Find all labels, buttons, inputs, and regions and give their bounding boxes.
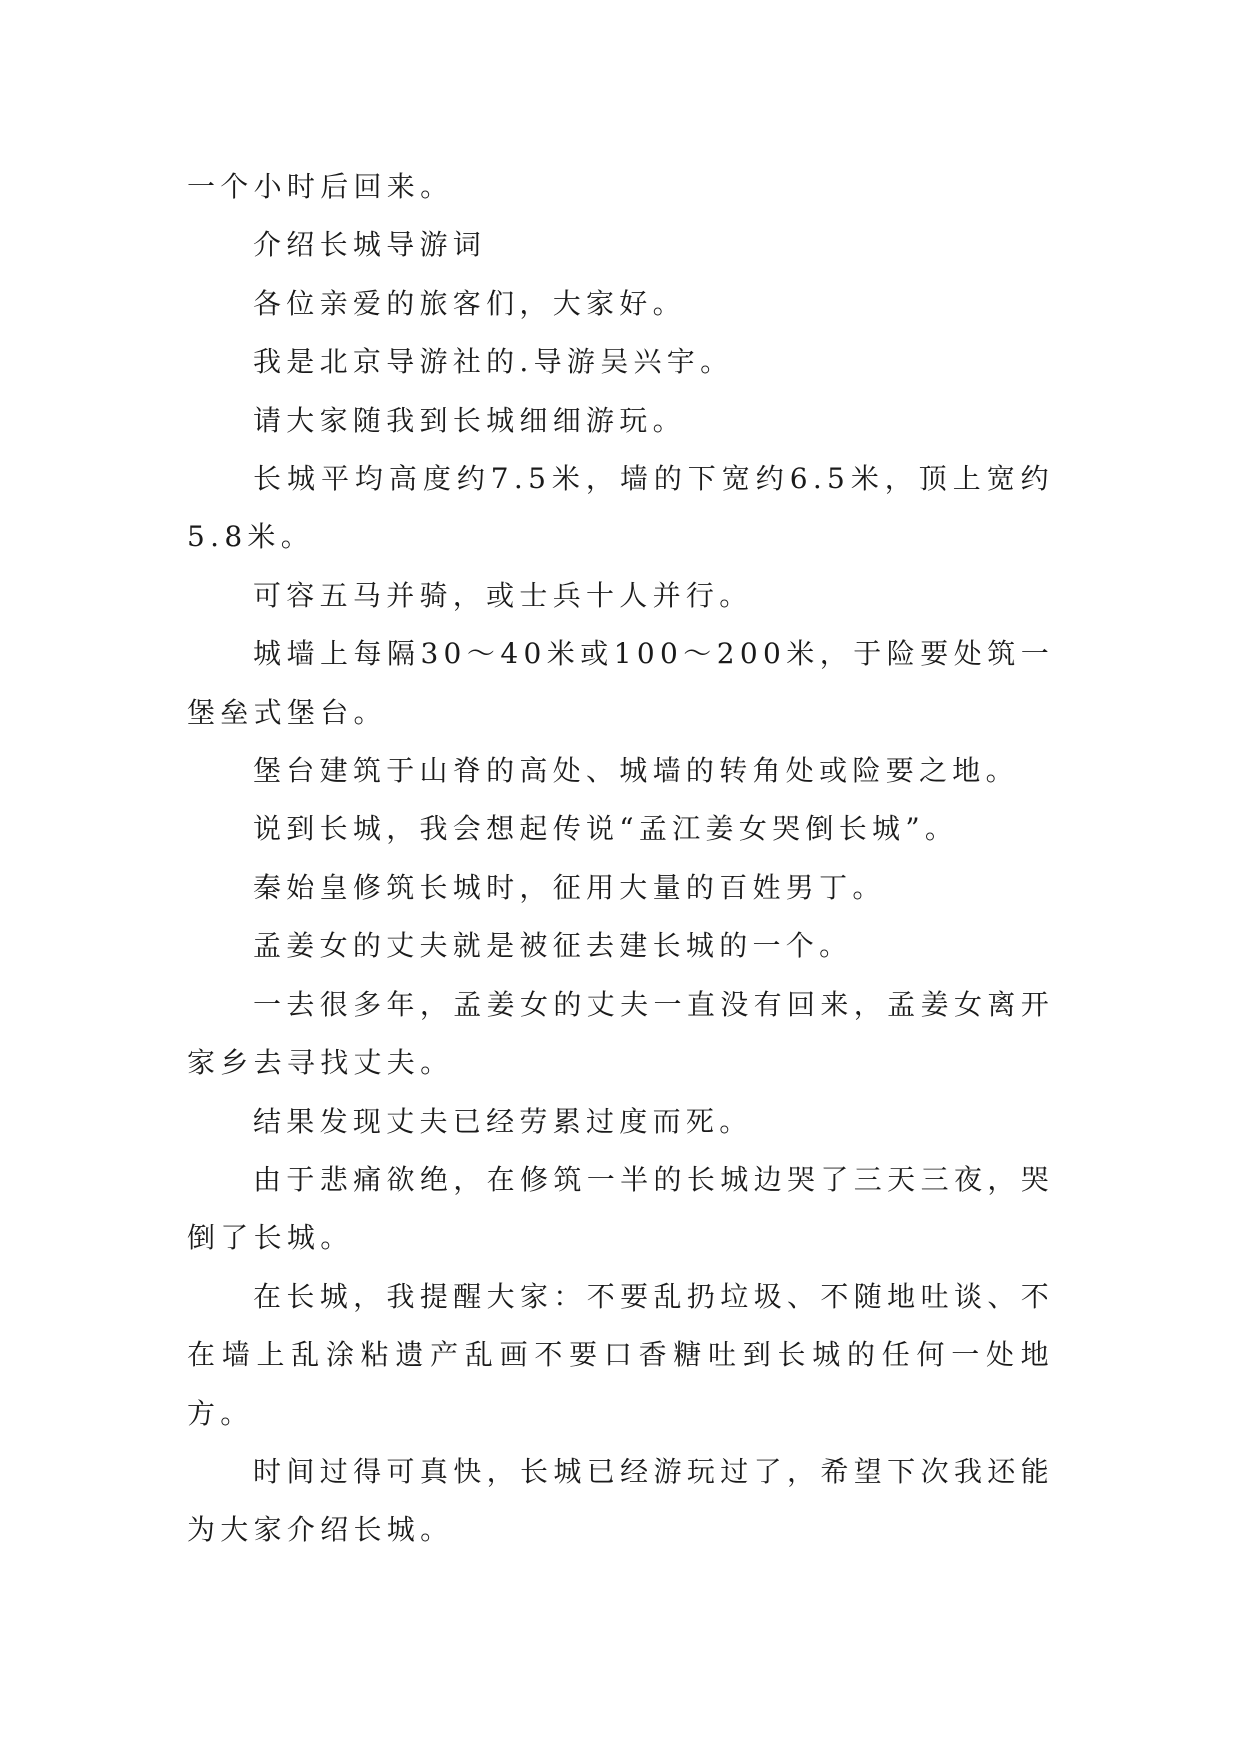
paragraph: 孟姜女的丈夫就是被征去建长城的一个。	[253, 929, 853, 963]
paragraph: 可容五马并骑，或士兵十人并行。	[253, 578, 753, 612]
paragraph: 堡台建筑于山脊的高处、城墙的转角处或险要之地。	[253, 754, 1019, 788]
paragraph: 我是北京导游社的.导游吴兴宇。	[253, 345, 734, 379]
paragraph: 长城平均高度约7.5米，墙的下宽约6.5米，顶上宽约5.8米。	[187, 462, 1054, 554]
document-body	[187, 158, 1054, 1560]
paragraph: 各位亲爱的旅客们，大家好。	[253, 286, 686, 320]
paragraph: 在长城，我提醒大家：不要乱扔垃圾、不随地吐谈、不在墙上乱涂粘遗产乱画不要口香糖吐到长城的任何一处地方。	[187, 1279, 1054, 1430]
paragraph: 一去很多年，孟姜女的丈夫一直没有回来，孟姜女离开家乡去寻找丈夫。	[187, 987, 1054, 1080]
document-title: 介绍长城导游词	[253, 228, 487, 262]
paragraph: 城墙上每隔30～40米或100～200米，于险要处筑一堡垒式堡台。	[187, 637, 1054, 729]
paragraph: 秦始皇修筑长城时，征用大量的百姓男丁。	[253, 870, 886, 904]
paragraph: 请大家随我到长城细细游玩。	[253, 403, 686, 437]
paragraph: 一个小时后回来。	[187, 170, 454, 203]
paragraph: 结果发现丈夫已经劳累过度而死。	[253, 1104, 753, 1138]
paragraph: 由于悲痛欲绝，在修筑一半的长城边哭了三天三夜，哭倒了长城。	[187, 1162, 1054, 1255]
paragraph: 时间过得可真快，长城已经游玩过了，希望下次我还能为大家介绍长城。	[187, 1454, 1054, 1547]
paragraph: 说到长城，我会想起传说“孟江姜女哭倒长城”。	[253, 812, 959, 846]
